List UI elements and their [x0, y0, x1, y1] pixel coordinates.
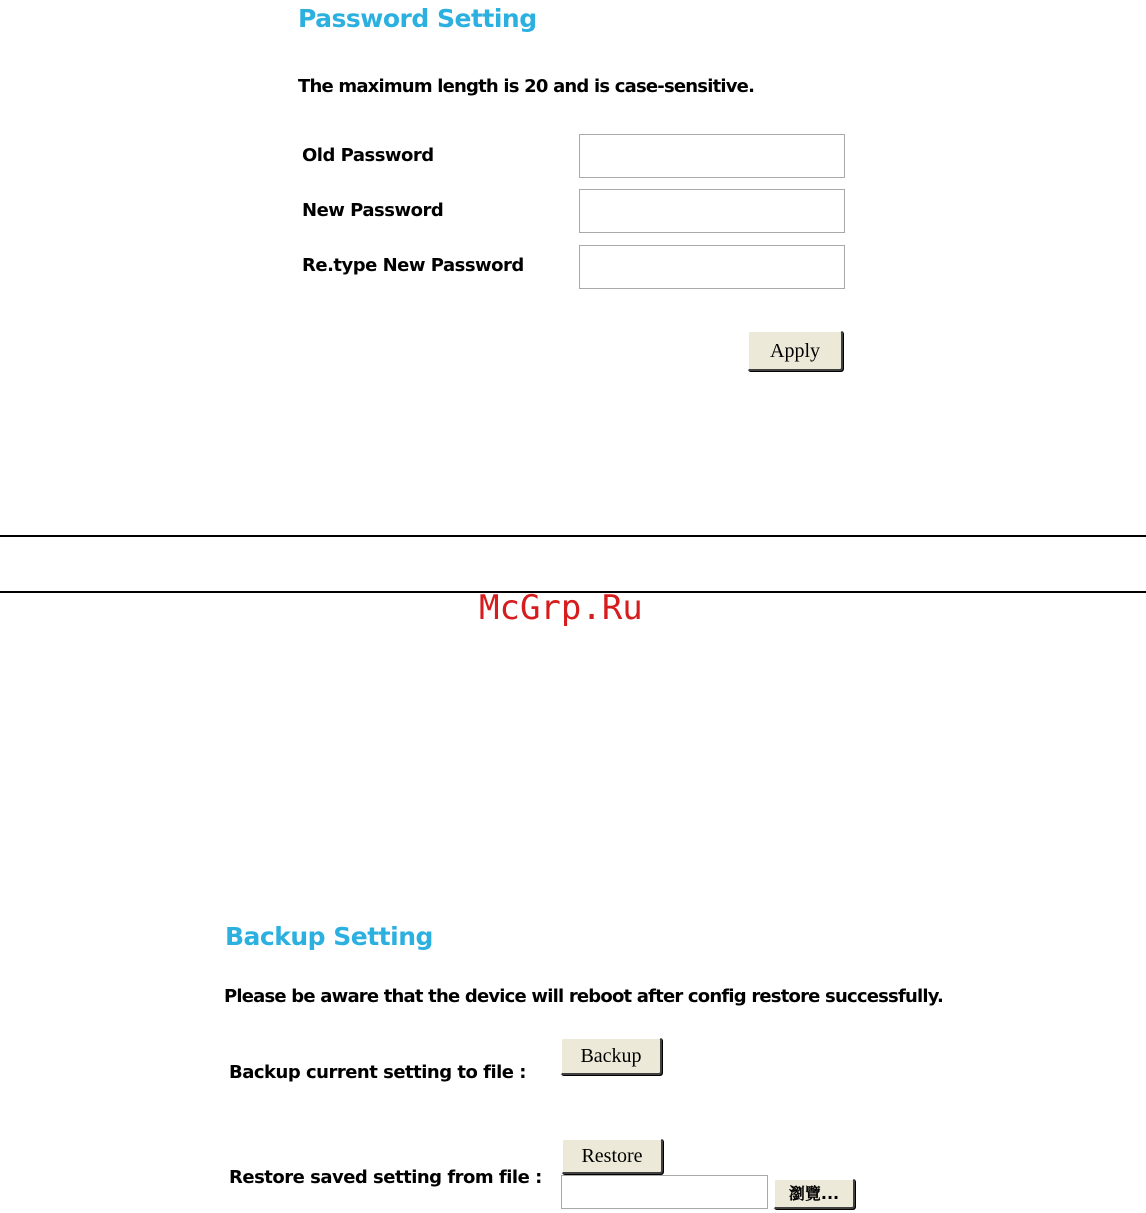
backup-button[interactable]: Backup: [560, 1037, 662, 1075]
new-password-input[interactable]: [579, 189, 845, 233]
retype-password-input[interactable]: [579, 245, 845, 289]
new-password-label: New Password: [302, 200, 444, 221]
retype-password-label: Re.type New Password: [302, 255, 524, 276]
restore-button[interactable]: Restore: [561, 1138, 663, 1174]
password-requirements-text: The maximum length is 20 and is case-sensitive.: [298, 76, 755, 97]
apply-button[interactable]: Apply: [747, 330, 843, 371]
old-password-label: Old Password: [302, 145, 434, 166]
divider-line-top: [0, 535, 1146, 537]
backup-setting-title: Backup Setting: [225, 922, 433, 951]
watermark-text: McGrp.Ru: [479, 588, 643, 628]
restore-from-file-label: Restore saved setting from file :: [229, 1167, 542, 1188]
browse-file-button[interactable]: 瀏覽...: [773, 1178, 855, 1209]
restore-file-path-input[interactable]: [561, 1175, 768, 1209]
reboot-warning-text: Please be aware that the device will reboot after config restore successfully.: [224, 986, 944, 1007]
old-password-input[interactable]: [579, 134, 845, 178]
backup-to-file-label: Backup current setting to file :: [229, 1062, 526, 1083]
password-setting-title: Password Setting: [298, 4, 537, 33]
